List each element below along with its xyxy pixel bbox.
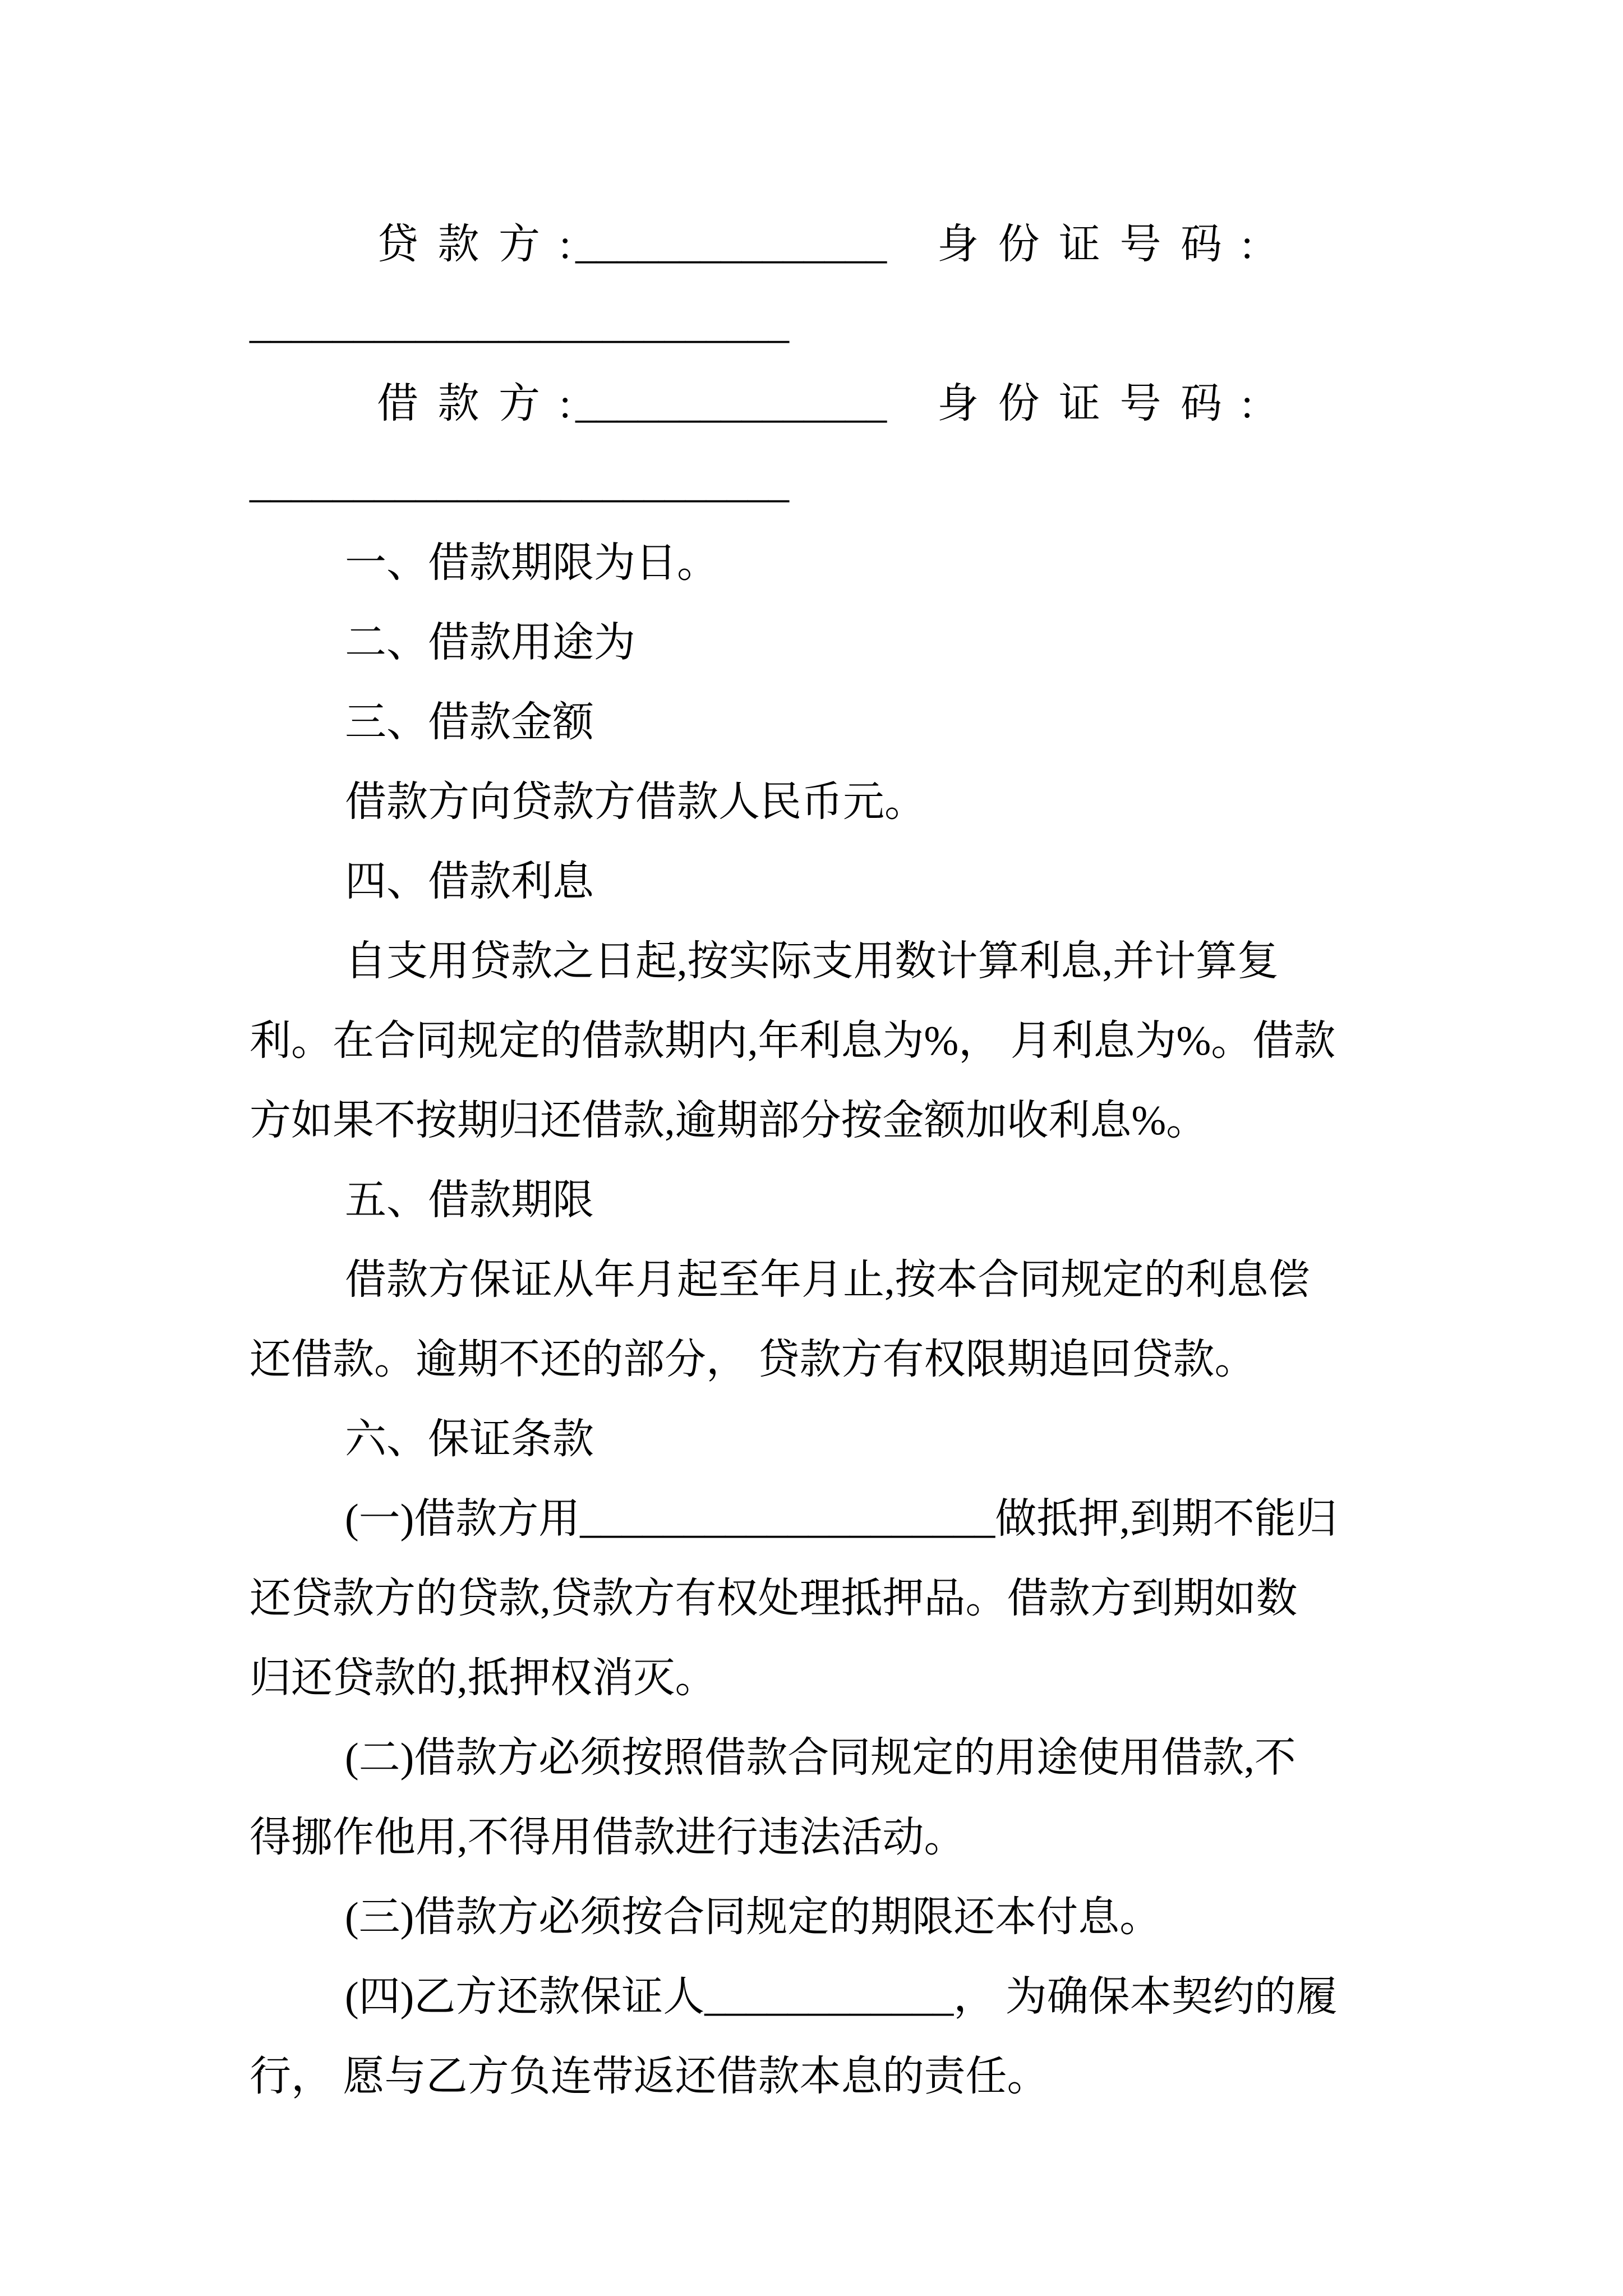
clause-text: 方如果不按期归还借款,逾期部分按金额加收利息%。 <box>250 1098 1208 1144</box>
clause-text: 还借款。逾期不还的部分， 贷款方有权限期追回贷款。 <box>250 1337 1256 1383</box>
borrower-id-continuation-blank-line <box>250 444 1410 523</box>
clause-text: 五、借款期限 <box>345 1177 594 1223</box>
lender-id-continuation-blank-line <box>250 284 1410 364</box>
clause-text: 一、借款期限为日。 <box>345 540 718 586</box>
guarantee-item-4-line-2 <box>250 2037 1410 2116</box>
clause-3-loan-amount-body <box>250 762 1410 842</box>
lender-label: 贷 款 方 : <box>377 222 576 268</box>
guarantee-item-4-line-1 <box>250 1957 1410 2037</box>
clause-text: 二、借款用途为 <box>345 620 635 666</box>
guarantee-item-2-line-2 <box>250 1798 1410 1878</box>
guarantee-item-3-line <box>250 1878 1410 1957</box>
clause-text: 利。在合同规定的借款期内,年利息为%， 月利息为%。借款 <box>250 1018 1336 1064</box>
clause-text: (三)借款方必须按合同规定的期限还本付息。 <box>345 1894 1161 1940</box>
clause-4-interest-body-line-3 <box>250 1081 1410 1161</box>
clause-5-repayment-term-body-line-1 <box>250 1240 1410 1320</box>
clause-4-interest-body-line-2 <box>250 1001 1410 1081</box>
guarantee-item-2-line-1 <box>250 1718 1410 1798</box>
clause-text: 归还贷款的,抵押权消灭。 <box>250 1655 717 1701</box>
borrower-id-blank[interactable]: __________________________ <box>250 461 789 507</box>
lender-id-blank[interactable]: __________________________ <box>250 301 789 347</box>
clause-text: 四、借款利息 <box>345 859 594 905</box>
clause-text: 还贷款方的贷款,贷款方有权处理抵押品。借款方到期如数 <box>250 1576 1298 1622</box>
collateral-blank[interactable]: ____________________ <box>580 1496 995 1542</box>
clause-1-loan-term <box>250 523 1410 603</box>
id-number-label: 身 份 证 号 码 : <box>937 381 1258 427</box>
clause-text: (一)借款方用 <box>345 1496 580 1542</box>
clause-text: 得挪作他用,不得用借款进行违法活动。 <box>250 1815 966 1861</box>
lender-name-blank[interactable]: _______________ <box>575 222 887 268</box>
lender-field-line <box>250 205 1410 284</box>
clause-text: (四)乙方还款保证人 <box>345 1974 705 2020</box>
clause-text: 做抵押,到期不能归 <box>995 1496 1338 1542</box>
clause-text: 自支用贷款之日起,按实际支用数计算利息,并计算复 <box>345 938 1279 984</box>
clause-text: 借款方向贷款方借款人民币元。 <box>345 779 926 825</box>
clause-2-loan-purpose <box>250 603 1410 683</box>
clause-3-loan-amount-heading <box>250 683 1410 762</box>
clause-text: (二)借款方必须按照借款合同规定的用途使用借款,不 <box>345 1735 1296 1781</box>
clause-text: 六、保证条款 <box>345 1416 594 1462</box>
borrower-name-blank[interactable]: _______________ <box>575 381 887 427</box>
borrower-field-line <box>250 364 1410 444</box>
clause-text: 三、借款金额 <box>345 700 594 746</box>
guarantee-item-1-line-1 <box>250 1479 1410 1559</box>
clause-4-interest-body-line-1 <box>250 922 1410 1001</box>
clause-6-guarantee-heading <box>250 1400 1410 1479</box>
clause-text: 行， 愿与乙方负连带返还借款本息的责任。 <box>250 2054 1049 2100</box>
clause-5-repayment-term-heading <box>250 1161 1410 1240</box>
id-number-label: 身 份 证 号 码 : <box>937 222 1258 268</box>
clause-text: 借款方保证从年月起至年月止,按本合同规定的利息偿 <box>345 1257 1310 1303</box>
borrower-label: 借 款 方 : <box>377 381 576 427</box>
guarantee-item-1-line-2 <box>250 1559 1410 1639</box>
clause-text: ， 为确保本契约的履 <box>953 1974 1338 2020</box>
clause-4-interest-heading <box>250 842 1410 922</box>
guarantor-blank[interactable]: ____________ <box>704 1974 954 2020</box>
clause-5-repayment-term-body-line-2 <box>250 1320 1410 1400</box>
guarantee-item-1-line-3 <box>250 1639 1410 1718</box>
